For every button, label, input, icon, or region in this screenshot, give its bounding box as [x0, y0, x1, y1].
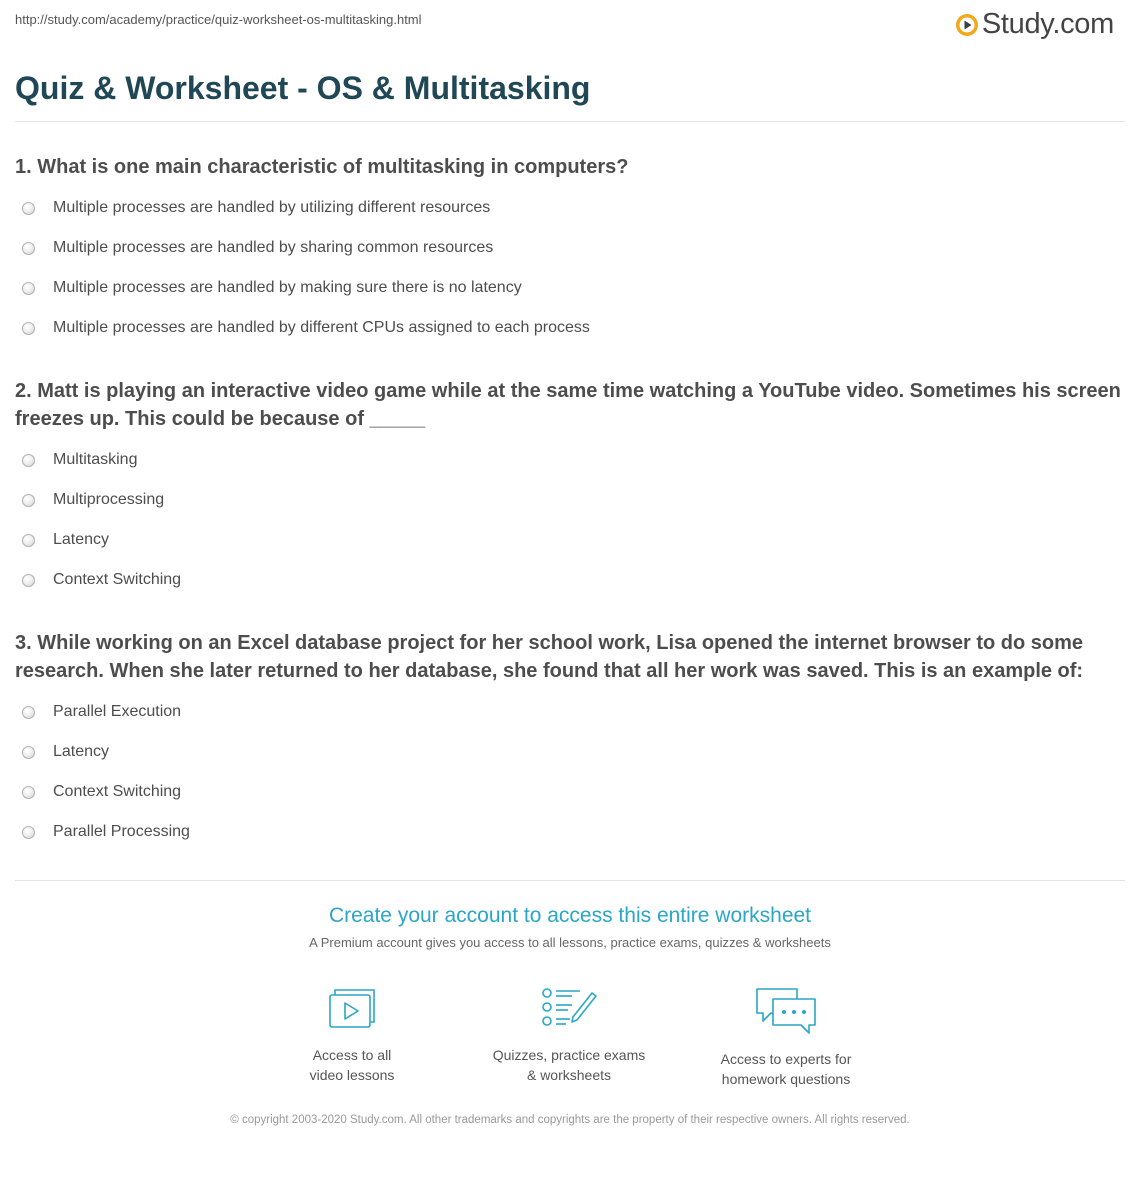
answer-options	[15, 440, 1130, 600]
answer-options	[15, 692, 1130, 852]
chat-bubbles-icon	[753, 985, 819, 1035]
answer-option[interactable]	[15, 812, 1130, 852]
radio-button[interactable]	[22, 534, 35, 547]
copyright-notice: © copyright 2003-2020 Study.com. All other trademarks and copyrights are the property of their respective owners. All rights reserved.	[230, 1114, 910, 1126]
feature-label: Access to all video lessons	[309, 1047, 395, 1083]
page-url[interactable]: http://study.com/academy/practice/quiz-worksheet-os-multitasking.html	[15, 12, 422, 27]
option-label: Multiple processes are handled by utilizing different resources	[53, 199, 491, 216]
option-label: Multiprocessing	[53, 491, 165, 508]
question-3	[15, 629, 1130, 852]
answer-option[interactable]	[15, 692, 1130, 732]
question-text: 1. What is one main characteristic of multitasking in computers?	[15, 156, 629, 178]
answer-option[interactable]	[15, 188, 1130, 228]
question-text: 2. Matt is playing an interactive video game while at the same time watching a YouTube video. Sometimes his screen freezes up. This could be because of _____	[15, 380, 1121, 430]
question-2	[15, 377, 1130, 600]
play-logo-icon	[955, 13, 979, 37]
answer-option[interactable]	[15, 308, 1130, 348]
option-label: Context Switching	[53, 571, 182, 588]
radio-button[interactable]	[22, 786, 35, 799]
answer-option[interactable]	[15, 480, 1130, 520]
option-label: Multiple processes are handled by sharing common resources	[53, 239, 494, 256]
option-label: Multitasking	[53, 451, 138, 468]
answer-option[interactable]	[15, 228, 1130, 268]
option-label: Latency	[53, 531, 110, 548]
option-label: Multiple processes are handled by different CPUs assigned to each process	[53, 319, 590, 336]
logo-text: Study.com	[981, 8, 1114, 40]
radio-button[interactable]	[22, 202, 35, 215]
radio-button[interactable]	[22, 322, 35, 335]
radio-button[interactable]	[22, 706, 35, 719]
radio-button[interactable]	[22, 826, 35, 839]
question-text: 3. While working on an Excel database project for her school work, Lisa opened the internet browser to do some research. When she later returned to her database, she found that all her work was saved. This is an example of:	[15, 632, 1084, 682]
question-1	[15, 153, 1130, 348]
option-label: Context Switching	[53, 783, 182, 800]
radio-button[interactable]	[22, 746, 35, 759]
option-label: Parallel Processing	[53, 823, 190, 840]
feature-video-lessons	[252, 985, 452, 1085]
answer-option[interactable]	[15, 520, 1130, 560]
feature-experts	[686, 985, 886, 1089]
option-label: Latency	[53, 743, 110, 760]
feature-quizzes	[469, 985, 669, 1085]
study-logo[interactable]	[955, 8, 1114, 41]
radio-button[interactable]	[22, 242, 35, 255]
feature-label: Access to experts for homework questions	[720, 1051, 852, 1087]
divider	[15, 121, 1125, 122]
quiz-checklist-icon	[540, 985, 598, 1031]
video-lesson-icon	[326, 985, 378, 1031]
answer-option[interactable]	[15, 440, 1130, 480]
option-label: Multiple processes are handled by making sure there is no latency	[53, 279, 522, 296]
answer-option[interactable]	[15, 268, 1130, 308]
page-title: Quiz & Worksheet - OS & Multitasking	[15, 70, 591, 106]
radio-button[interactable]	[22, 494, 35, 507]
answer-option[interactable]	[15, 772, 1130, 812]
cta-subtitle: A Premium account gives you access to all lessons, practice exams, quizzes & worksheets	[309, 935, 831, 950]
divider	[15, 880, 1125, 881]
answer-option[interactable]	[15, 560, 1130, 600]
answer-option[interactable]	[15, 732, 1130, 772]
answer-options	[15, 188, 1130, 348]
cta-title-link[interactable]: Create your account to access this entire worksheet	[328, 904, 812, 927]
option-label: Parallel Execution	[53, 703, 182, 720]
feature-label: Quizzes, practice exams & worksheets	[492, 1047, 646, 1083]
signup-cta	[0, 903, 1140, 950]
radio-button[interactable]	[22, 282, 35, 295]
top-bar	[0, 0, 1140, 50]
radio-button[interactable]	[22, 574, 35, 587]
radio-button[interactable]	[22, 454, 35, 467]
